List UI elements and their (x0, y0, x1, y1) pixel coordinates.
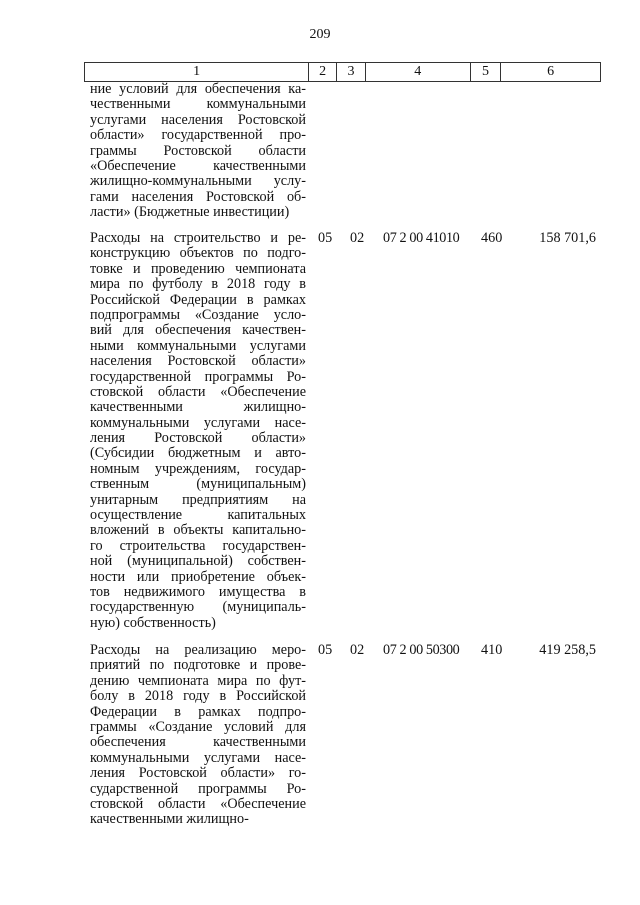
target-article-code: 07 2 00 41010 (383, 230, 460, 246)
header-cell-4: 4 (366, 63, 471, 81)
description-line: граммы Ростовской области (90, 142, 306, 159)
description-line: жилищно-коммунальными услу- (90, 173, 306, 190)
description-line: вий для обеспечения качествен- (90, 322, 306, 339)
description-line: гами населения Ростовской об- (90, 188, 306, 205)
description-line: ной (муниципальной) собствен- (90, 553, 306, 570)
description-line: осуществление капитальных (90, 507, 306, 524)
row-description (90, 231, 306, 631)
amount: 158 701,6 (539, 230, 596, 246)
description-line: ными коммунальными услугами (90, 337, 306, 354)
subsection-code: 02 (350, 230, 365, 246)
description-line: болу в 2018 году в Российской (90, 688, 306, 705)
row-description (90, 643, 306, 828)
description-line: конструкцию объектов по подго- (90, 245, 306, 262)
description-line: государственную (муниципаль- (90, 599, 306, 616)
description-line: области» государственной про- (90, 127, 306, 144)
amount: 419 258,5 (539, 642, 596, 658)
description-line: населения Ростовской области» (90, 353, 306, 370)
header-cell-5: 5 (471, 63, 502, 81)
description-line: ласти» (Бюджетные инвестиции) (90, 204, 290, 221)
description-line: номным учреждениям, государ- (90, 460, 306, 477)
page-number: 209 (309, 27, 331, 42)
description-line: государственной программы Ро- (90, 368, 306, 385)
description-line: тов недвижимого имущества в (90, 583, 306, 600)
description-line: ности или приобретение объек- (90, 568, 306, 585)
description-line: качественными жилищно- (90, 811, 249, 828)
description-line: ления Ростовской области» го- (90, 765, 306, 782)
header-cell-2: 2 (309, 63, 337, 81)
description-line: стовской области «Обеспечение (90, 383, 306, 400)
description-line: услугами населения Ростовской (90, 111, 306, 128)
description-line: ления Ростовской области» (90, 430, 306, 447)
subsection-code: 02 (350, 642, 365, 658)
description-line: ние условий для обеспечения ка- (90, 81, 306, 97)
description-line: приятий по подготовке и прове- (90, 657, 306, 674)
header-cell-6: 6 (547, 64, 555, 79)
description-line: мира по футболу в 2018 году в (90, 276, 306, 293)
table-header (84, 62, 601, 82)
description-line: качественными жилищно- (90, 399, 306, 416)
description-line: Расходы на строительство и ре- (90, 230, 306, 246)
description-line: сударственной программы Ро- (90, 780, 306, 797)
description-line: коммунальными услугами насе- (90, 749, 306, 766)
description-line: унитарным предприятиям на (90, 491, 306, 508)
description-line: Российской Федерации в рамках (90, 291, 306, 308)
description-line: граммы «Создание условий для (90, 718, 306, 735)
target-article-code: 07 2 00 50300 (383, 642, 460, 658)
description-line: Федерации в рамках подпро- (90, 703, 306, 720)
description-line: «Обеспечение качественными (90, 157, 306, 174)
description-line: подпрограммы «Создание усло- (90, 306, 306, 323)
description-line: ную) собственность) (90, 614, 216, 631)
description-line: вложений в объекты капитально- (90, 522, 306, 539)
description-line: Расходы на реализацию меро- (90, 642, 306, 658)
row-description (90, 82, 306, 221)
expense-type-code: 460 (481, 230, 503, 246)
description-line: стовской области «Обеспечение (90, 795, 306, 812)
header-cell-1: 1 (85, 63, 309, 81)
expense-type-code: 410 (481, 642, 503, 658)
description-line: обеспечения качественными (90, 734, 306, 751)
description-line: чественными коммунальными (90, 96, 306, 113)
description-line: го строительства государствен- (90, 537, 306, 554)
description-line: коммунальными услугами насе- (90, 414, 306, 431)
description-line: дению чемпионата мира по фут- (90, 672, 306, 689)
section-code: 05 (318, 230, 333, 246)
section-code: 05 (318, 642, 333, 658)
description-line: ственным (муниципальным) (90, 476, 306, 493)
description-line: товке и проведению чемпионата (90, 260, 306, 277)
header-cell-3: 3 (337, 63, 366, 81)
description-line: (Субсидии бюджетным и авто- (90, 445, 306, 462)
